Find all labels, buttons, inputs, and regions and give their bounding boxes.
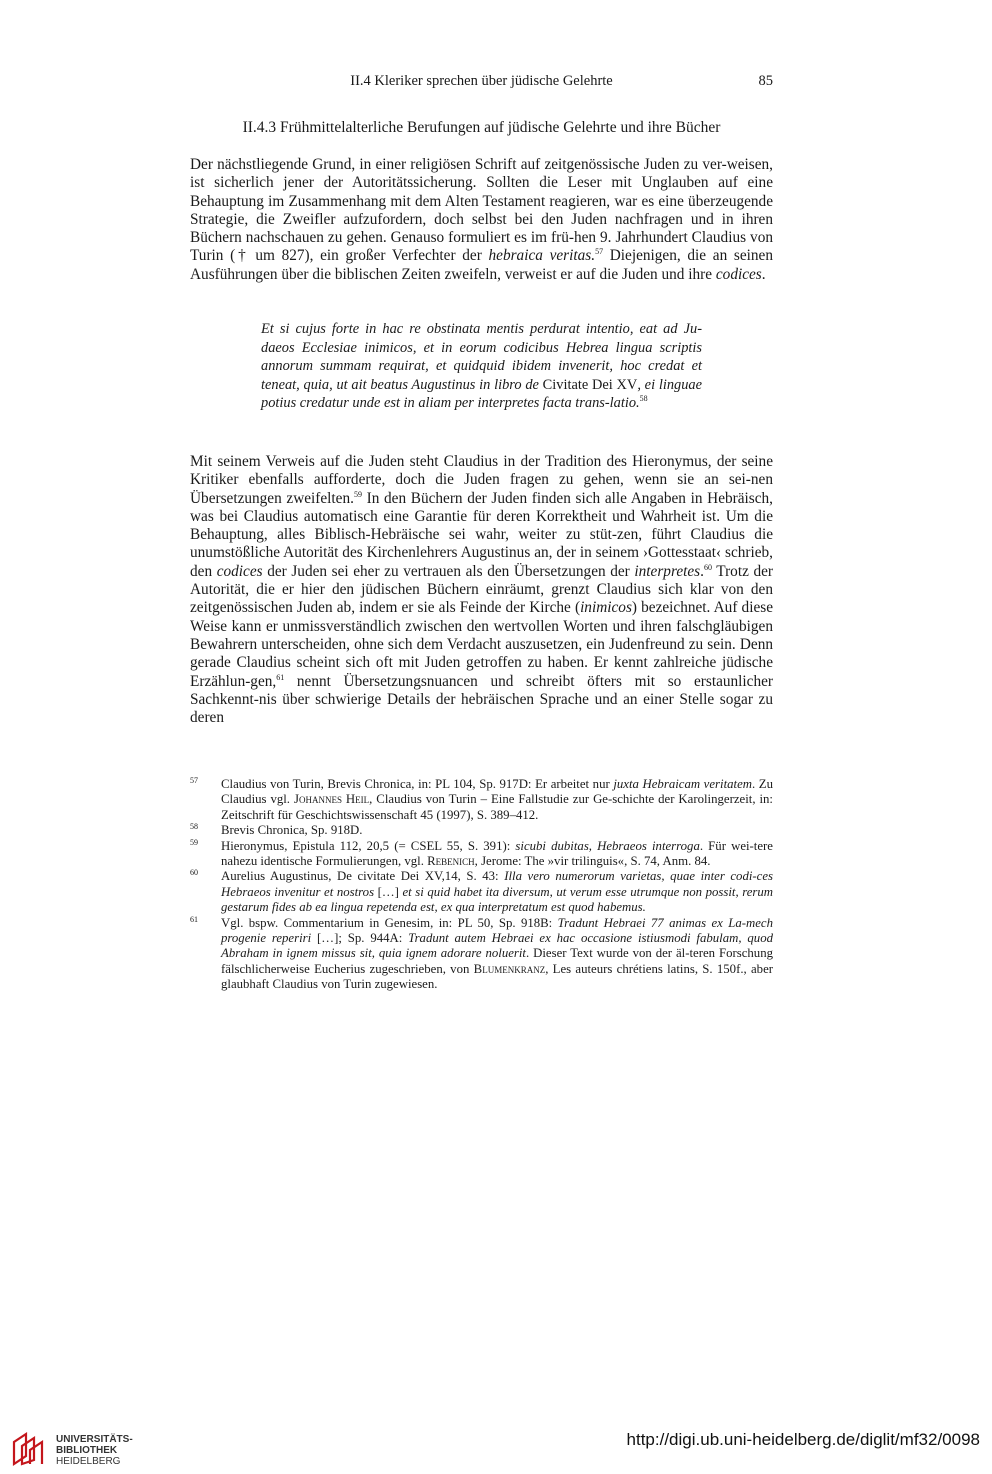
footnote-ref[interactable]: 60 [703, 562, 712, 572]
paragraph-2: Mit seinem Verweis auf die Juden steht Claudius in der Tradition des Hieronymus, der seine Kritiker ebenfalls aufforderte, doch die Juden fragen zu gehen, wenn sie an sei-nen Übersetzungen zweifelten.$^{59}$ In den Büchern der Juden finden sich alle Angaben in Hebräisch, was bei Claudius automatisch eine Garantie für deren Korrektheit und Wahrheit ist. Um die Behauptung, alles Biblisch-Hebräische sei wahr, weiter zu stüt-zen, führt Claudius die unumstößliche Autorität des Kirchenlehrers Augustinus an, der in seinem ›Gottesstaat‹ schrieb, den codices der Juden sei eher zu vertrauen als den Übersetzungen der interpretes.$^{60}$ Trotz der Autorität, die er hier den jüdischen Büchern einräumt, grenzt Claudius sich klar von den zeitgenössischen Juden ab, indem er sie als Feinde der Kirche (inimicos) bezeichnet. Auf diese Weise kann er unmissverständlich zwischen den wertvollen Worten und ihren falschgläubigen Bewahrern unterscheiden, ohne sich dem Verdacht auszusetzen, ein Judenfreund zu sein. Denn gerade Claudius scheint sich oft mit Juden getroffen zu haben. Er kennt zahlreiche jüdische Erzählun-gen,$^{61}$ nennt Übersetzungsnuancen und schreibt öfters mit so erstaunlicher Sachkennt-nis über schwierige Details der hebräischen Sprache und an einer Stelle sogar zu deren [190, 453, 774, 727]
footnote-number: 60 [190, 868, 198, 878]
permalink-url[interactable]: http://digi.ub.uni-heidelberg.de/diglit/mf32/0098 [626, 1430, 980, 1449]
library-name: UNIVERSITÄTS- BIBLIOTHEK HEIDELBERG [56, 1434, 133, 1467]
viewer-footer [0, 1416, 992, 1474]
footnote-58: 58 Brevis Chronica, Sp. 918D. [190, 823, 773, 838]
paragraph-1: Der nächstliegende Grund, in einer religiösen Schrift auf zeitgenössische Juden zu ver-weisen, ist sicherlich jener der Autoritätssicherung. Sollten die Leser mit Unglauben auf eine Behauptung im Zusammenhang mit dem Alten Testament reagieren, war es eine überzeugende Strategie, die Zweifler aufzufordern, doch selbst bei den Juden nachfragen und in ihren Büchern nachschauen zu gehen. Genauso formuliert es im frü-hen 9. Jahrhundert Claudius von Turin († um 827), ein großer Verfechter der hebraica veritas.$^{57}$ Diejenigen, die an seinen Ausführungen über die biblischen Zeiten zweifeln, verweist er auf die Juden und ihre codices. [190, 156, 773, 283]
footnote-number: 58 [190, 822, 198, 832]
footnote-60: 60 Aurelius Augustinus, De civitate Dei XV,14, S. 43: Illa vero numerorum varietas, quae inter codi-ces Hebraeos invenitur et nostros […] et si quid habet ita diversum, ut verum esse utrumque non possit, rerum gestarum fides ab ea lingua repetenda est, ex qua interpretatum est quod habemus. [190, 869, 773, 915]
page-number: 85 [758, 73, 773, 89]
section-heading: II.4.3 Frühmittelalterliche Berufungen auf jüdische Gelehrte und ihre Bücher [242, 119, 721, 136]
library-logo-icon [10, 1430, 48, 1468]
footnote-number: 61 [190, 914, 198, 924]
library-logo[interactable] [10, 1430, 140, 1470]
footnote-ref[interactable]: 59 [353, 489, 362, 499]
footnote-59: 59 Hieronymus, Epistula 112, 20,5 (= CSEL 55, S. 391): sicubi dubitas, Hebraeos interroga. Für wei-tere nahezu identische Formulierungen, vgl. Rebenich, Jerome: The »vir trilinguis«, S. 74, Anm. 84. [190, 839, 773, 870]
footnote-ref[interactable]: 58 [639, 394, 648, 404]
block-quote: Et si cujus forte in hac re obstinata mentis perdurat intentio, eat ad Ju-daeos Ecclesiae inimicos, et in eorum codicibus Hebrea lingua scriptis annorum summam requirat, et quidquid ibidem invenerit, hoc credat et teneat, quia, ut ait beatus Augustinus in libro de Civitate Dei XV, ei linguae potius credatur unde est in aliam per interpretes facta trans-latio.$^{58}$ [261, 321, 702, 412]
running-title: II.4 Kleriker sprechen über jüdische Gelehrte [350, 73, 613, 89]
quote-source: Civitate Dei XV [542, 376, 638, 393]
page-header [190, 73, 773, 95]
footnote-61: 61 Vgl. bspw. Commentarium in Genesim, in: PL 50, Sp. 918B: Tradunt Hebraei 77 animas ex La-mech progenie reperiri […]; Sp. 944A: Tradunt autem Hebraei ex hac occasione istiusmodi fabulam, quod Abraham in ignem missus sit, quia ignem adorare noluerit. Dieser Text wurde von der äl-teren Forschung fälschlicherweise Eucherius zugeschrieben, von Blumenkranz, Les auteurs chrétiens latins, S. 150f., aber glaubhaft Claudius von Turin zugewiesen. [190, 916, 773, 993]
footnotes [190, 777, 773, 993]
footnote-ref[interactable]: 61 [276, 672, 285, 682]
footnote-number: 59 [190, 837, 198, 847]
footnote-ref[interactable]: 57 [595, 247, 604, 257]
footnote-57: 57 Claudius von Turin, Brevis Chronica, in: PL 104, Sp. 917D: Er arbeitet nur juxta Hebraicam veritatem. Zu Claudius vgl. Johannes Heil, Claudius von Turin – Eine Fallstudie zur Ge-schichte der Karolingerzeit, in: Zeitschrift für Geschichtswissenschaft 45 (1997), S. 389–412. [190, 777, 773, 823]
footnote-number: 57 [190, 776, 198, 785]
